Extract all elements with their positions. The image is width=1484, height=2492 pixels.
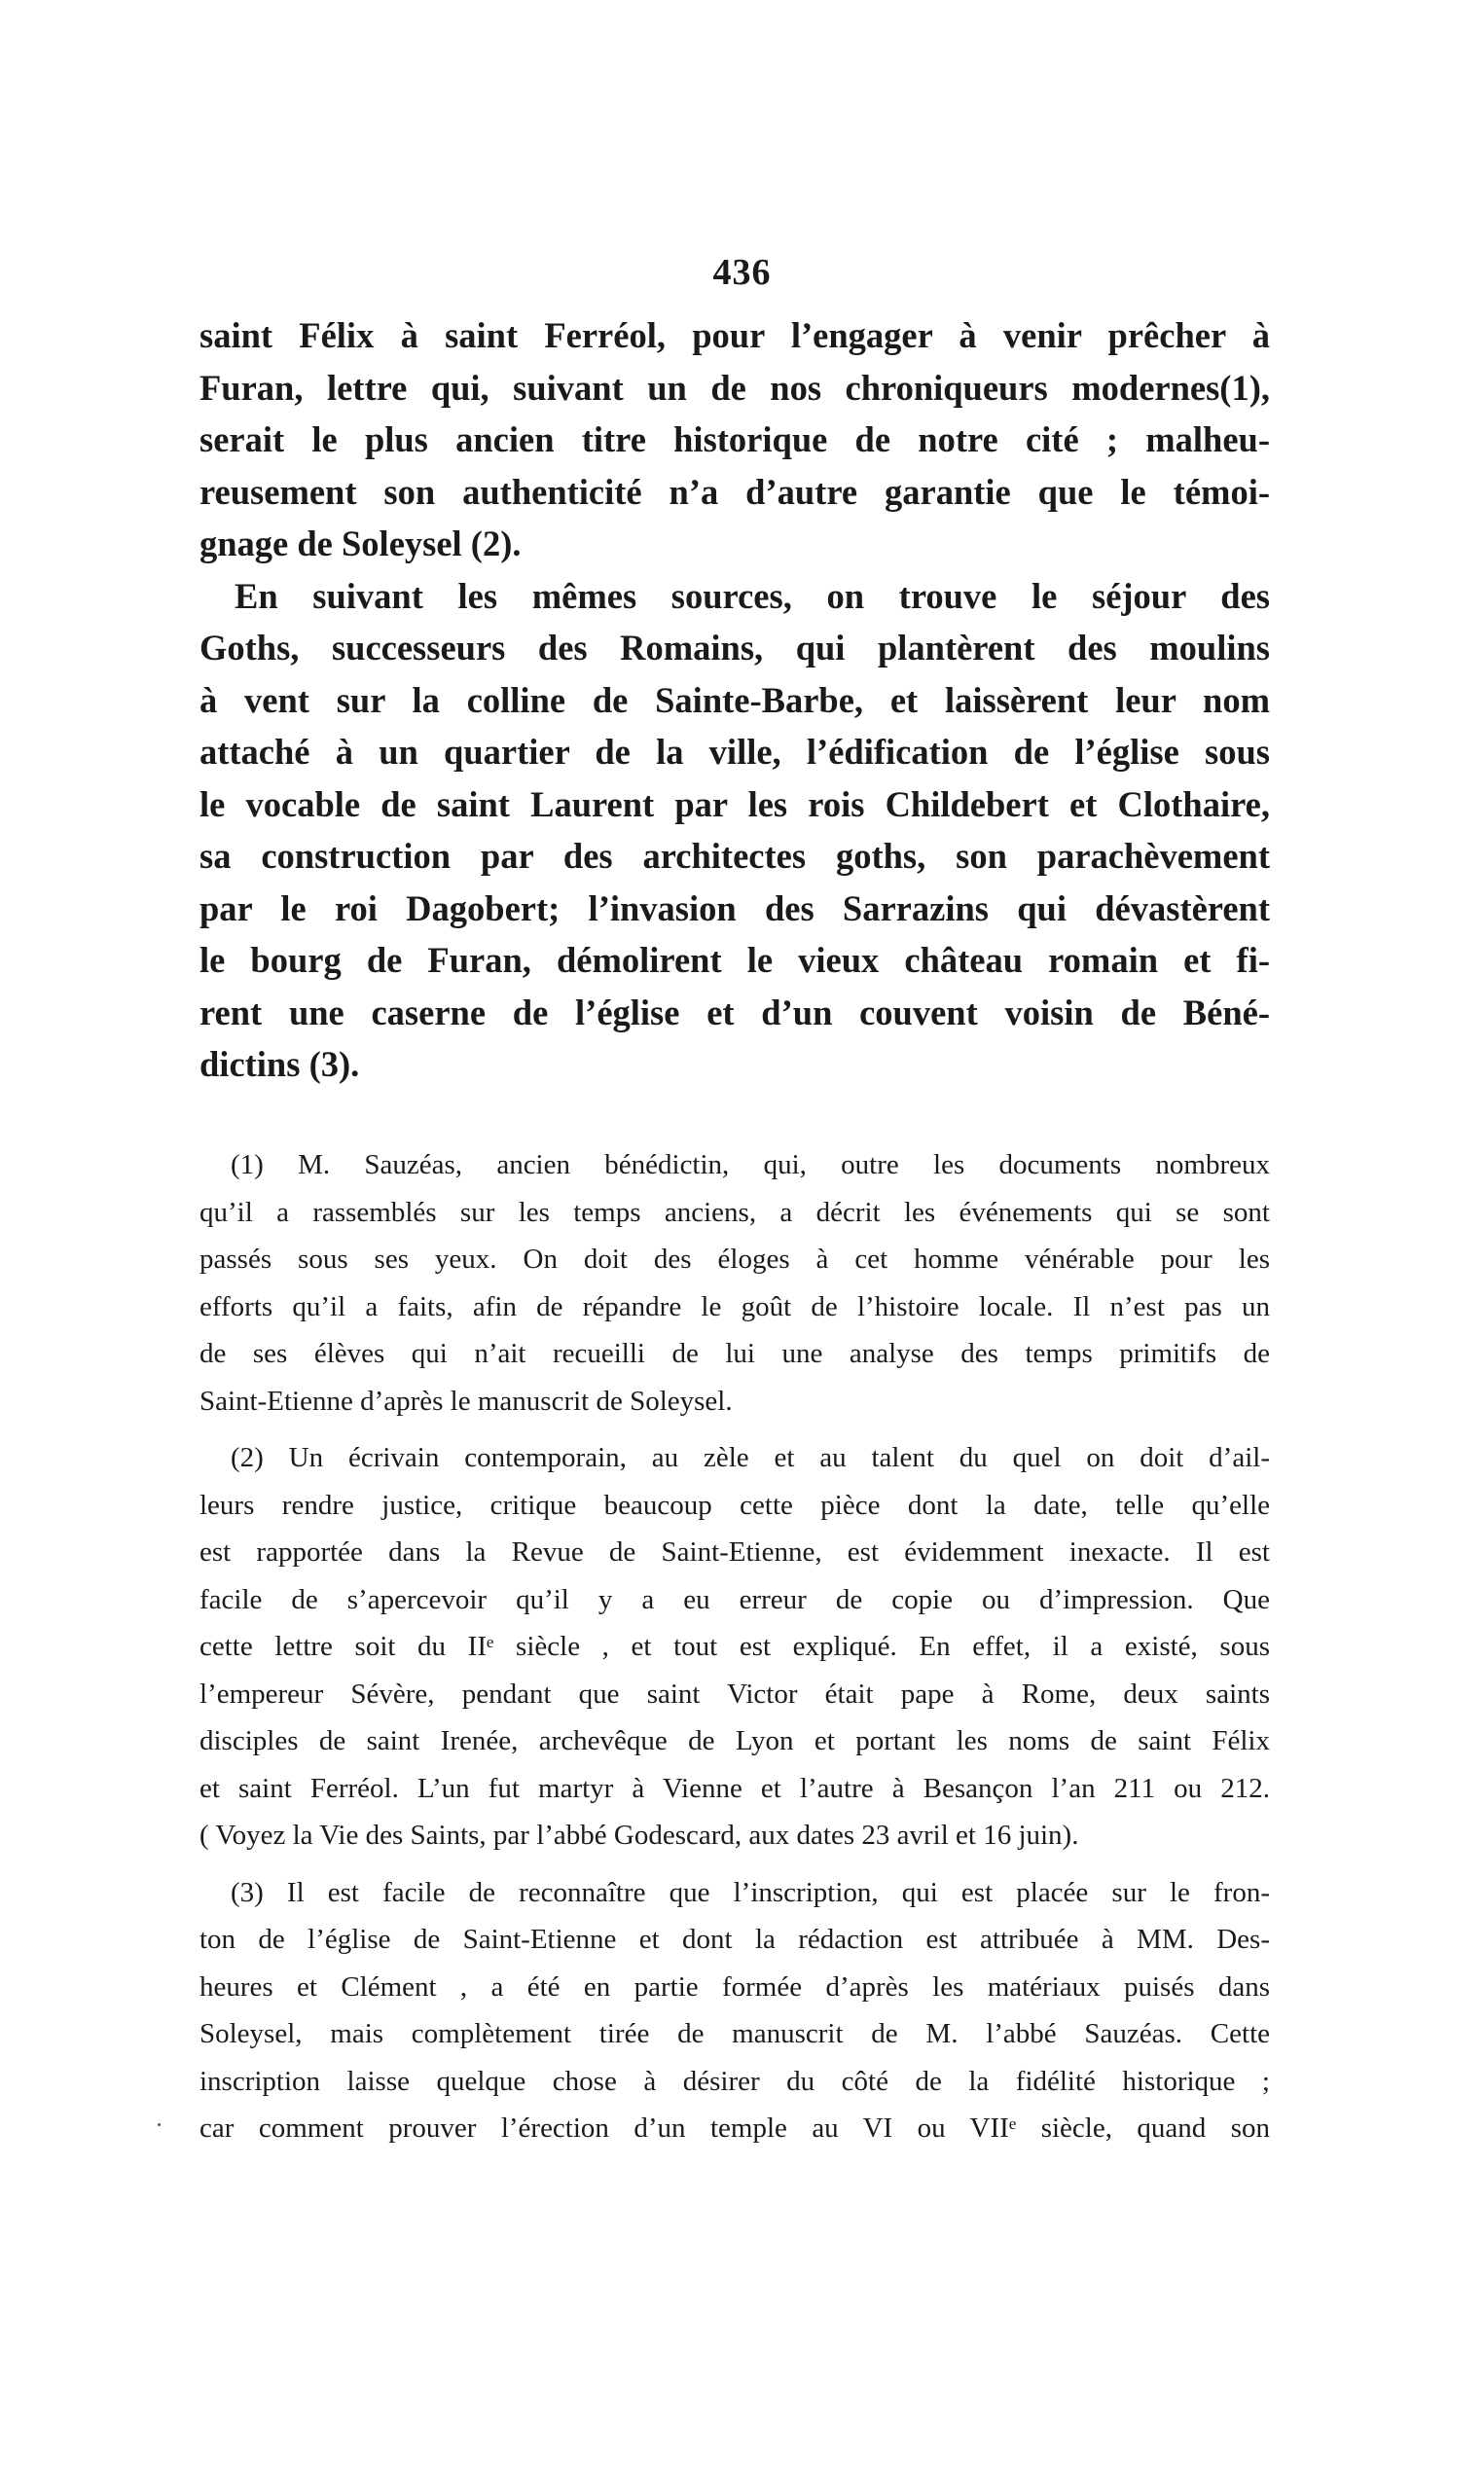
footnote-line: qu’il a rassemblés sur les temps anciens, a décrit les événements qui se sont: [199, 1196, 1270, 1228]
footnote-gap: [199, 1425, 1270, 1434]
footnote-line: (2) Un écrivain contemporain, au zèle et au talent du quel on doit d’ail-: [231, 1442, 1270, 1473]
footnote-line: (1) M. Sauzéas, ancien bénédictin, qui, outre les documents nombreux: [231, 1149, 1270, 1180]
footnote-2: [199, 1434, 1270, 1860]
main-text-line: le vocable de saint Laurent par les rois Childebert et Clothaire,: [199, 783, 1270, 824]
footnote-line: (3) Il est facile de reconnaître que l’inscription, qui est placée sur le fron-: [231, 1876, 1270, 1908]
footnote-line: est rapportée dans la Revue de Saint-Etienne, est évidemment inexacte. Il est: [199, 1536, 1270, 1568]
main-text-line: reusement son authenticité n’a d’autre garantie que le témoi-: [199, 471, 1270, 512]
main-text-line: attaché à un quartier de la ville, l’édification de l’église sous: [199, 732, 1270, 772]
main-text-line: à vent sur la colline de Sainte-Barbe, et laissèrent leur nom: [199, 679, 1270, 720]
footnote-line: Soleysel, mais complètement tirée de manuscrit de M. l’abbé Sauzéas. Cette: [199, 2018, 1270, 2049]
footnote-line: et saint Ferréol. L’un fut martyr à Vienne et l’autre à Besançon l’an 211 ou 212.: [199, 1772, 1270, 1804]
main-text-line: sa construction par des architectes goths, son parachèvement: [199, 836, 1270, 876]
footnote-line: efforts qu’il a faits, afin de répandre le goût de l’histoire locale. Il n’est pas un: [199, 1290, 1270, 1322]
footnote-1: [199, 1141, 1270, 1425]
footnote-line: Saint-Etienne d’après le manuscrit de Soleysel.: [199, 1385, 733, 1417]
main-text-line: Goths, successeurs des Romains, qui plantèrent des moulins: [199, 628, 1270, 668]
footnote-gap: [199, 1860, 1270, 1869]
main-text-block: [199, 309, 1270, 1091]
footnote-line: leurs rendre justice, critique beaucoup cette pièce dont la date, telle qu’elle: [199, 1489, 1270, 1521]
footnote-line: heures et Clément , a été en partie formée d’après les matériaux puisés dans: [199, 1970, 1270, 2003]
footnote-line: facile de s’apercevoir qu’il y a eu erreur de copie ou d’impression. Que: [199, 1583, 1270, 1615]
footnote-line: car comment prouver l’érection d’un temple au VI ou VIIᵉ siècle, quand son: [199, 2113, 1270, 2144]
main-text-line: En suivant les mêmes sources, on trouve le séjour des: [235, 575, 1270, 616]
footnote-line: ( Voyez la Vie des Saints, par l’abbé Godescard, aux dates 23 avril et 16 juin).: [199, 1820, 1079, 1851]
footnotes-block: [199, 1141, 1270, 2152]
footnote-line: de ses élèves qui n’ait recueilli de lui une analyse des temps primitifs de: [199, 1338, 1270, 1369]
main-text-line: saint Félix à saint Ferréol, pour l’engager à venir prêcher à: [199, 315, 1270, 355]
footnote-line: passés sous ses yeux. On doit des éloges à cet homme vénérable pour les: [199, 1244, 1270, 1275]
footnote-line: ton de l’église de Saint-Etienne et dont la rédaction est attribuée à MM. Des-: [199, 1924, 1270, 1955]
footnote-3: [199, 1869, 1270, 2152]
paper-speck: [158, 2123, 161, 2126]
main-text-line: rent une caserne de l’église et d’un couvent voisin de Béné-: [199, 992, 1270, 1032]
footnote-line: cette lettre soit du IIᵉ siècle , et tout est expliqué. En effet, il a existé, sous: [199, 1631, 1270, 1662]
footnote-line: disciples de saint Irenée, archevêque de Lyon et portant les noms de saint Félix: [199, 1725, 1270, 1756]
main-text-line: dictins (3).: [199, 1044, 360, 1084]
page-number: 436: [712, 252, 772, 293]
footnote-line: l’empereur Sévère, pendant que saint Victor était pape à Rome, deux saints: [199, 1678, 1270, 1710]
footnote-line: inscription laisse quelque chose à désirer du côté de la fidélité historique ;: [199, 2065, 1270, 2097]
main-text-line: Furan, lettre qui, suivant un de nos chroniqueurs modernes(1),: [199, 367, 1270, 408]
main-text-line: par le roi Dagobert; l’invasion des Sarrazins qui dévastèrent: [199, 887, 1270, 928]
main-text-line: le bourg de Furan, démolirent le vieux château romain et fi-: [199, 940, 1270, 980]
main-text-line: gnage de Soleysel (2).: [199, 524, 522, 563]
main-text-line: serait le plus ancien titre historique de notre cité ; malheu-: [199, 419, 1270, 459]
